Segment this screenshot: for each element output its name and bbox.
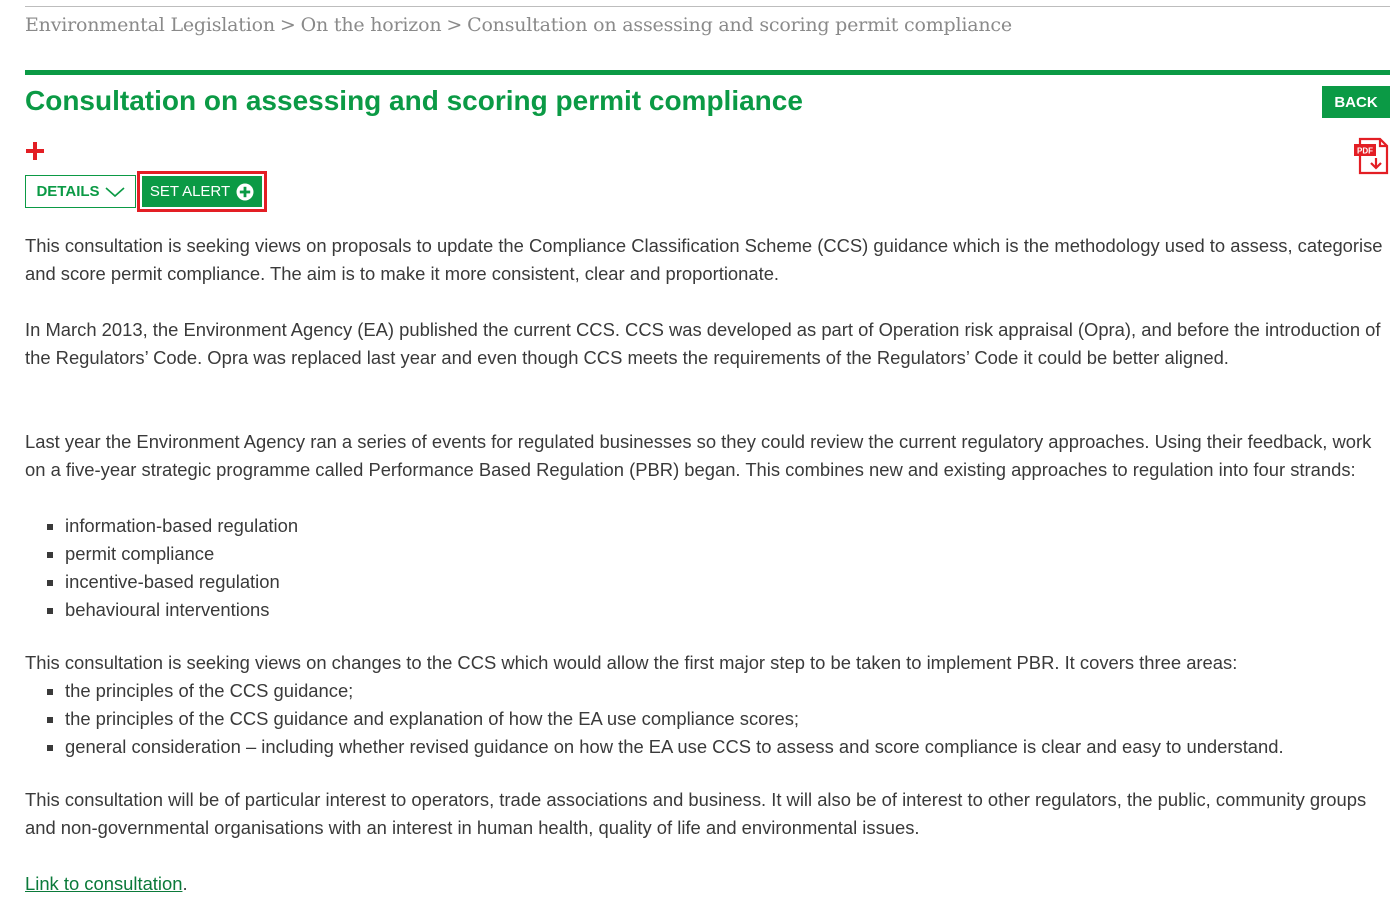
breadcrumb [25,14,1012,36]
breadcrumb-item-current: Consultation on assessing and scoring permit compliance [467,14,1012,36]
paragraph-areas-intro: This consultation is seeking views on changes to the CCS which would allow the first major step to be taken to implement PBR. It covers three areas: [25,652,1238,673]
list-item: permit compliance [25,540,298,568]
top-divider [25,6,1390,7]
list-item: the principles of the CCS guidance and explanation of how the EA use compliance scores; [25,705,1284,733]
chevron-down-icon [105,186,125,198]
link-suffix: . [182,873,188,894]
set-alert-button[interactable] [142,176,262,207]
set-alert-label: SET ALERT [149,183,231,200]
breadcrumb-separator: > [446,14,463,36]
paragraph-intro: This consultation is seeking views on proposals to update the Compliance Classification Scheme (CCS) guidance which is the methodology used to assess, categorise and score permit compliance. The aim is to make it more consistent, clear and proportionate. [25,235,1383,284]
consultation-link-line [25,870,188,898]
details-label: DETAILS [36,183,100,200]
set-alert-highlight [137,171,267,212]
consultation-link[interactable]: Link to consultation [25,873,183,894]
plus-icon[interactable] [25,141,45,161]
paragraph-pbr: Last year the Environment Agency ran a series of events for regulated businesses so they could review the current regulatory approaches. Using their feedback, work on a five-year strategic programme called Performance Based Regulation (PBR) began. This combines new and existing approaches to regulation into four strands: [25,431,1372,480]
paragraph-audience: This consultation will be of particular interest to operators, trade associations and business. It will also be of interest to other regulators, the public, community groups and non-governmental organisations with an interest in human health, quality of life and environmental issues. [25,789,1367,838]
breadcrumb-item-on-the-horizon[interactable]: On the horizon [300,14,442,36]
list-item: information-based regulation [25,512,298,540]
strands-list [25,512,298,624]
breadcrumb-separator: > [279,14,296,36]
pdf-icon[interactable] [1352,136,1390,176]
list-item: general consideration – including whether revised guidance on how the EA use CCS to assess and score compliance is clear and easy to understand. [25,733,1284,761]
page-title: Consultation on assessing and scoring permit compliance [25,85,803,116]
list-item: incentive-based regulation [25,568,298,596]
list-item: behavioural interventions [25,596,298,624]
details-button[interactable] [25,175,136,208]
paragraph-background: In March 2013, the Environment Agency (EA) published the current CCS. CCS was developed as part of Operation risk appraisal (Opra), and before the introduction of the Regulators’ Code. Opra was replaced last year and even though CCS meets the requirements of the Regulators’ Code it could be better aligned. [25,319,1381,368]
title-divider [25,70,1390,75]
plus-circle-icon [236,183,254,201]
breadcrumb-item-environmental-legislation[interactable]: Environmental Legislation [25,14,275,36]
back-button[interactable]: BACK [1322,86,1390,118]
list-item: the principles of the CCS guidance; [25,677,1284,705]
pdf-icon-label: PDF [1357,146,1373,156]
areas-list [25,677,1284,761]
